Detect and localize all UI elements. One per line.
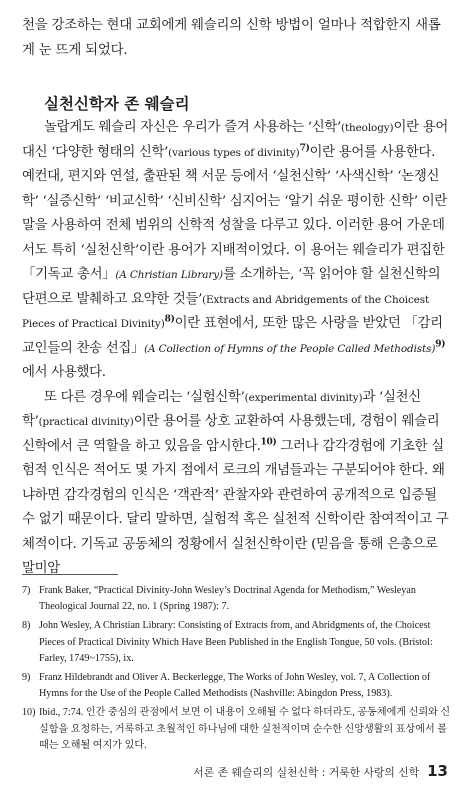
footnote-item <box>22 705 452 754</box>
footnote-text: Frank Baker, “Practical Divinity-John Wesley’s Doctrinal Agenda for Methodism,” Wesleyan Theological Journal 22, no. 1 (Spring 1987): 7. <box>39 585 416 613</box>
p1-text-b: 이란 용어 대신 ‘다양한 형태의 신학’ <box>22 120 448 160</box>
footnotes <box>22 583 452 757</box>
p2-text-a: 또 다른 경우에 웨슬리는 ‘실험신학’ <box>44 389 245 405</box>
footnote-ref-7: 7) <box>299 143 310 154</box>
footnote-ref-9: 9) <box>435 339 446 350</box>
p1-en-a: (theology) <box>341 122 394 134</box>
running-title: 서론 존 웨슬리의 실천신학 : 거룩한 사랑의 신학 <box>193 766 420 779</box>
page-number: 13 <box>427 762 448 780</box>
footnote-item <box>22 670 452 702</box>
p1-text-c: 이란 용어를 사용한다. 예컨대, 편지와 연설, 출판된 책 서문 등에서 ‘실천신학’ ‘사색신학’ ‘논쟁신학’ ‘실증신학’ ‘비교신학’ ‘신비신학’ 심지어는 ‘알기 쉬운 평이한 신학’ 이란 말을 사용하여 전체 범위의 신학적 성찰을 다루고 있다. 이러한 용어 가운데서도 특히 ‘실천신학’이란 용어가 지배적이었다. 이 용어는 웨슬리가 편집한 「기독교 총서」 <box>22 144 448 282</box>
p1-en-e: (A Collection of Hymns of the People Called Methodists) <box>144 342 436 355</box>
body-text <box>22 116 450 582</box>
p1-text-e: 이란 표현에서, 또한 많은 사랑을 받았던 「감리교인들의 찬송 선집」 <box>22 316 443 356</box>
continued-paragraph-text: 천을 강조하는 현대 교회에게 웨슬리의 신학 방법이 얼마나 적합한지 새롭게 눈 뜨게 되었다. <box>22 18 441 58</box>
paragraph-1 <box>22 116 450 386</box>
p2-text-d: 그러나 감각경험에 기초한 실험적 인식은 적어도 몇 가지 점에서 로크의 개념들과는 구분되어야 한다. 왜냐하면 감각경험의 인식은 ‘객관적’ 관찰자와 관련하여 공개적으로 입증될 수 없기 때문이다. 달리 말하면, 실험적 혹은 실천적 신학이란 참여적이고 구체적이다. 기독교 공동체의 정황에서 실천신학이란 (믿음을 통해 은총으로 말미암 <box>22 438 449 576</box>
p2-en-a: (experimental divinity) <box>244 391 363 404</box>
p2-text-c: 이란 용어를 상호 교환하여 사용했는데, 경험이 웨슬리 신학에서 큰 역할을 하고 있음을 암시한다. <box>22 414 440 454</box>
p1-text-a: 놀랍게도 웨슬리 자신은 우리가 즐겨 사용하는 ‘신학’ <box>44 120 341 135</box>
p1-text-d: 를 소개하는, ‘꼭 읽어야 할 실천신학의 단편으로 발췌하고 요약한 것들’ <box>22 267 441 307</box>
section-heading: 실천신학자 존 웨슬리 <box>44 95 190 113</box>
p1-en-c: (A Christian Library) <box>115 269 223 281</box>
footnote-number: 7) <box>22 585 31 596</box>
p1-text-f: 에서 사용했다. <box>22 365 106 380</box>
footnote-divider <box>22 574 118 575</box>
page-footer <box>193 762 448 780</box>
footnote-text: Franz Hildebrandt and Oliver A. Beckerlegge, The Works of John Wesley, vol. 7, A Collection of Hymns for the Use of the People Called Methodists (Nashville: Abingdon Press, 1983). <box>39 672 431 700</box>
p2-en-b: (practical divinity) <box>38 416 134 428</box>
p1-en-d: (Extracts and Abridgements of the Choicest Pieces of Practical Divinity) <box>22 293 430 330</box>
p1-en-b: (various types of divinity) <box>168 146 300 159</box>
footnote-ref-8: 8) <box>164 314 175 325</box>
p2-text-b: 과 ‘실천신학’ <box>22 389 421 429</box>
footnote-number: 9) <box>22 672 31 684</box>
footnote-item <box>22 618 452 667</box>
footnote-text: Ibid., 7:74. 인간 중심의 관점에서 보면 이 내용이 오해될 수 없다 하더라도, 공동체에게 신뢰와 신실함을 요청하는, 거룩하고 초월적인 하나님에 대한 실천적이며 순수한 신앙생활의 표상에서 볼 때는 오해될 여지가 있다. <box>39 707 451 751</box>
continued-paragraph <box>22 14 450 63</box>
paragraph-2 <box>22 386 450 582</box>
footnote-ref-10: 10) <box>260 437 277 448</box>
footnote-text: John Wesley, A Christian Library: Consisting of Extracts from, and Abridgments of, the Choicest Pieces of Practical Divinity Which Have Been Published in the English Tongue, 50 vols. (Bristol: Farley, 1749~1755), ix. <box>39 620 433 664</box>
footnote-number: 10) <box>22 707 36 719</box>
footnote-item <box>22 583 452 615</box>
footnote-number: 8) <box>22 620 31 632</box>
